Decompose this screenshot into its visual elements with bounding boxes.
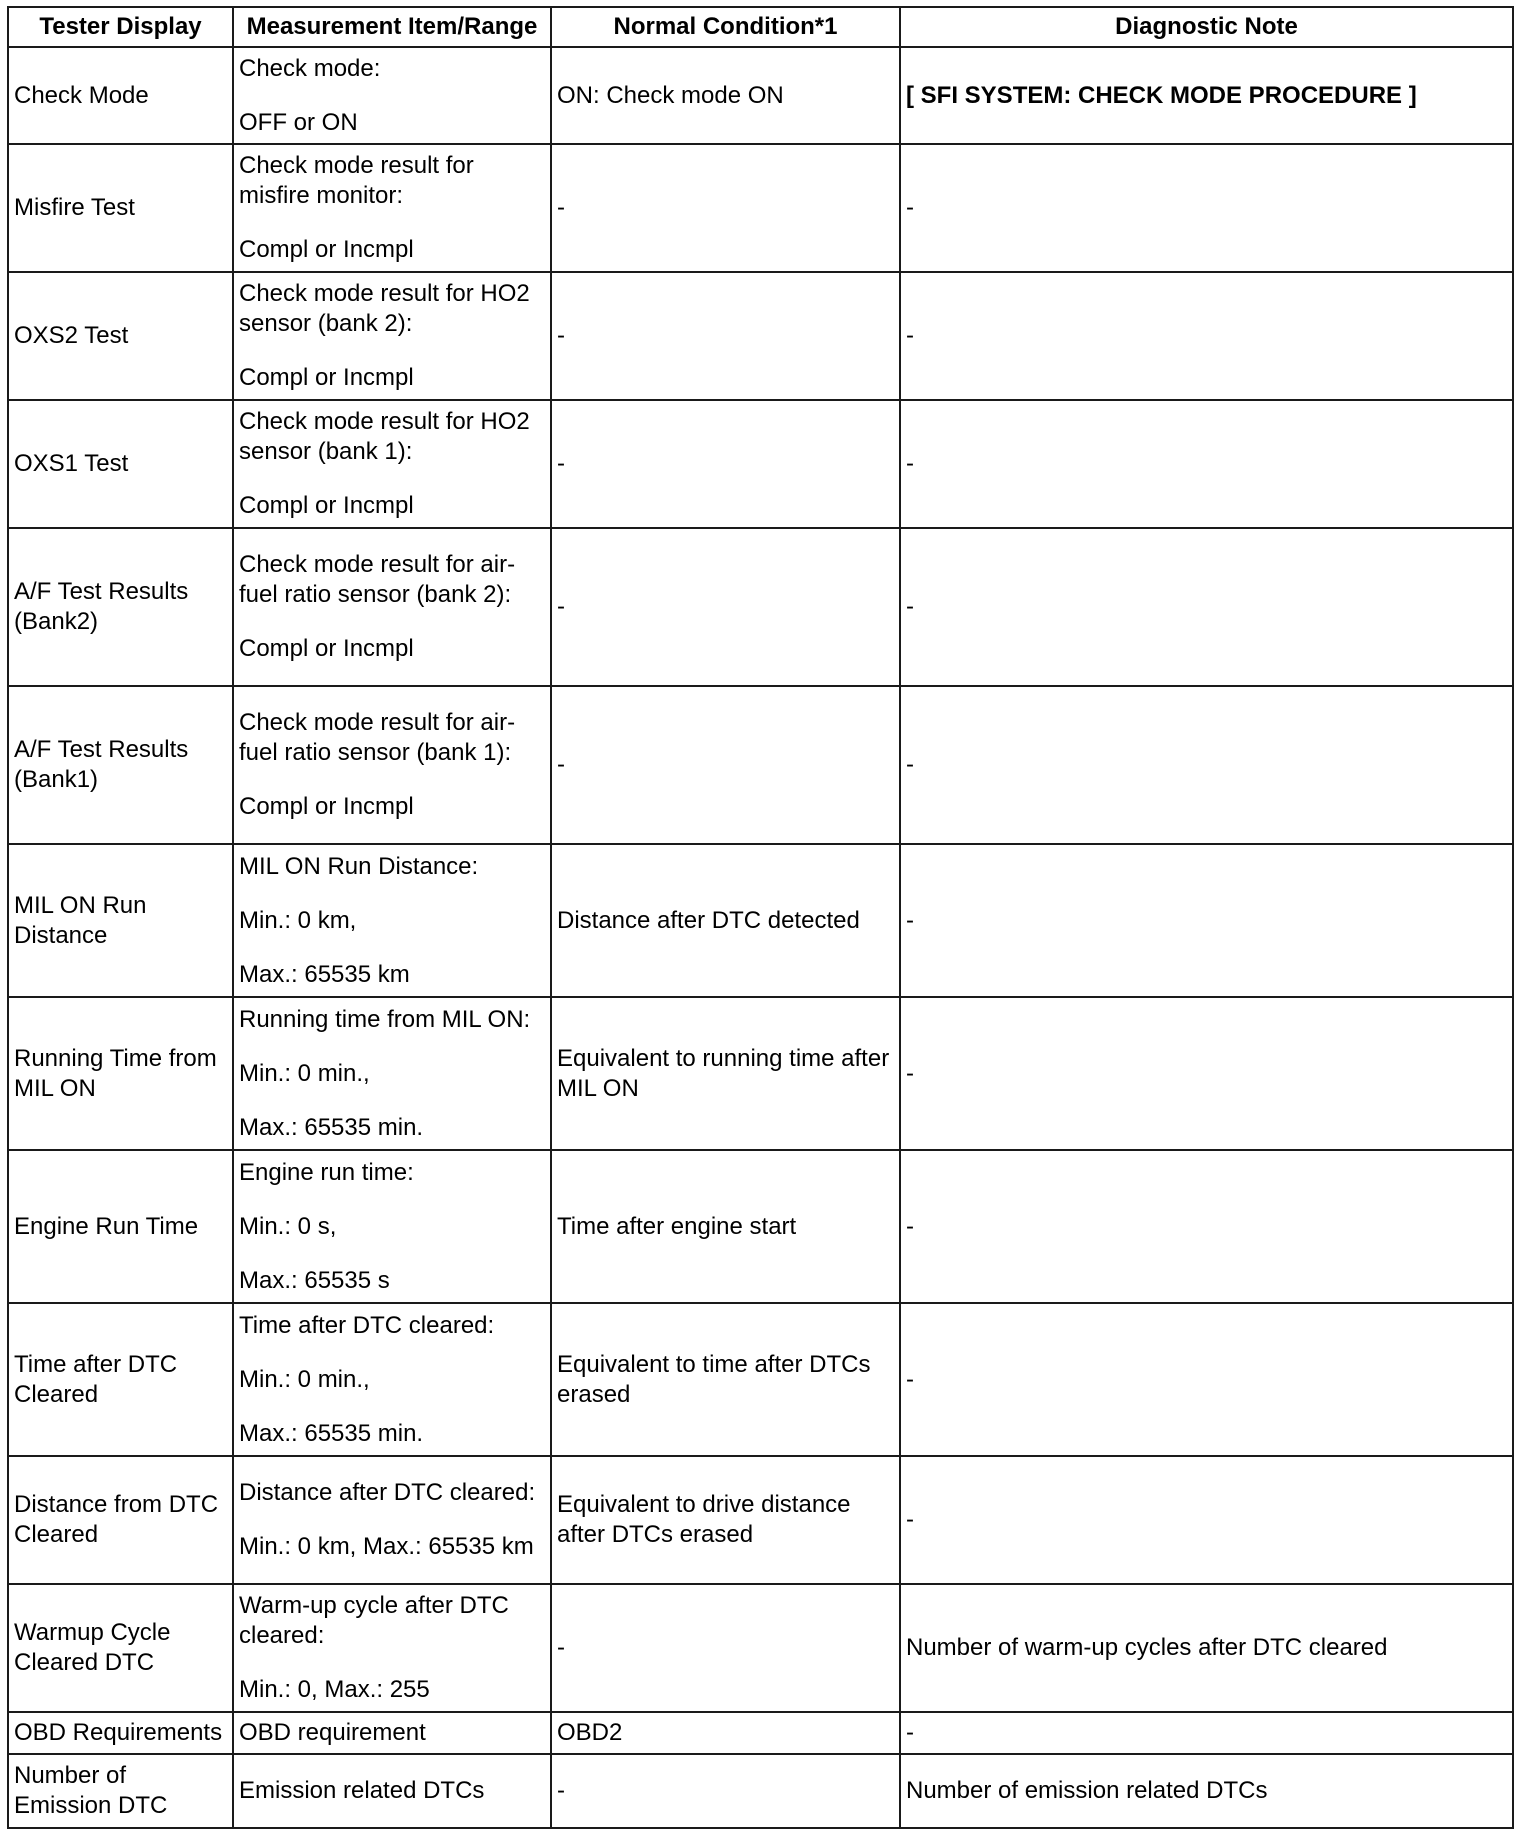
table-row [8, 1303, 1513, 1456]
cell-tester-display: Misfire Test [8, 144, 233, 272]
cell-normal-condition: Distance after DTC detected [551, 844, 900, 997]
cell-measurement-range [233, 144, 551, 272]
cell-tester-display: Running Time from MIL ON [8, 997, 233, 1150]
cell-tester-display: Warmup Cycle Cleared DTC [8, 1584, 233, 1712]
cell-tester-display: Number of Emission DTC [8, 1754, 233, 1828]
range-line: OFF or ON [239, 108, 358, 136]
table-row [8, 1712, 1513, 1754]
range-line: Min.: 0 km, [239, 906, 357, 934]
cell-normal-condition: OBD2 [551, 1712, 900, 1754]
range-line: Distance after DTC cleared: [239, 1479, 536, 1506]
cell-measurement-range [233, 272, 551, 400]
column-header-normal-condition: Normal Condition*1 [551, 7, 900, 47]
cell-diagnostic-note: Number of warm-up cycles after DTC cleared [900, 1584, 1513, 1712]
cell-measurement-range [233, 1303, 551, 1456]
tester-display-table [7, 6, 1514, 1829]
cell-measurement-range [233, 1754, 551, 1828]
cell-diagnostic-note: - [900, 1150, 1513, 1303]
range-line: Time after DTC cleared: [239, 1311, 495, 1339]
cell-diagnostic-note: - [900, 1303, 1513, 1456]
range-line: MIL ON Run Distance: [239, 852, 479, 880]
range-line: Max.: 65535 min. [239, 1113, 424, 1141]
cell-tester-display: Distance from DTC Cleared [8, 1456, 233, 1584]
cell-tester-display: Check Mode [8, 47, 233, 144]
table-row [8, 997, 1513, 1150]
cell-diagnostic-note: - [900, 400, 1513, 528]
cell-measurement-range [233, 686, 551, 844]
table-row [8, 272, 1513, 400]
range-line: Max.: 65535 s [239, 1266, 390, 1294]
table-row [8, 844, 1513, 997]
table-row [8, 400, 1513, 528]
range-line: Compl or Incmpl [239, 635, 414, 662]
range-line: Min.: 0 km, Max.: 65535 km [239, 1533, 534, 1560]
cell-normal-condition: - [551, 272, 900, 400]
column-header-tester-display: Tester Display [8, 7, 233, 47]
cell-normal-condition: Equivalent to time after DTCs erased [551, 1303, 900, 1456]
range-line: Running time from MIL ON: [239, 1005, 531, 1033]
cell-measurement-range [233, 1584, 551, 1712]
cell-measurement-range [233, 400, 551, 528]
cell-diagnostic-note: [ SFI SYSTEM: CHECK MODE PROCEDURE ] [900, 47, 1513, 144]
cell-normal-condition: - [551, 1584, 900, 1712]
cell-normal-condition: Equivalent to running time after MIL ON [551, 997, 900, 1150]
cell-tester-display: OXS2 Test [8, 272, 233, 400]
column-header-diagnostic-note: Diagnostic Note [900, 7, 1513, 47]
range-line: Compl or Incmpl [239, 492, 414, 519]
cell-measurement-range [233, 1712, 551, 1754]
range-line: Compl or Incmpl [239, 236, 414, 263]
cell-normal-condition: - [551, 528, 900, 686]
range-line: Emission related DTCs [239, 1777, 485, 1804]
table-row [8, 1754, 1513, 1828]
range-line: Max.: 65535 km [239, 960, 410, 988]
range-line: OBD requirement [239, 1719, 426, 1746]
table-row [8, 1456, 1513, 1584]
cell-normal-condition: - [551, 686, 900, 844]
cell-normal-condition: Equivalent to drive distance after DTCs erased [551, 1456, 900, 1584]
table-row [8, 144, 1513, 272]
range-line: Warm-up cycle after DTC cleared: [239, 1592, 509, 1649]
range-line: Min.: 0, Max.: 255 [239, 1676, 430, 1703]
cell-normal-condition: Time after engine start [551, 1150, 900, 1303]
cell-normal-condition: - [551, 144, 900, 272]
cell-diagnostic-note: - [900, 272, 1513, 400]
range-line: Check mode result for HO2 sensor (bank 2): [239, 280, 530, 337]
range-line: Check mode result for HO2 sensor (bank 1): [239, 408, 530, 465]
range-line: Min.: 0 min., [239, 1059, 370, 1087]
cell-normal-condition: ON: Check mode ON [551, 47, 900, 144]
cell-diagnostic-note: - [900, 997, 1513, 1150]
cell-diagnostic-note: - [900, 1456, 1513, 1584]
cell-diagnostic-note: - [900, 144, 1513, 272]
table-header-row [8, 7, 1513, 47]
cell-measurement-range [233, 528, 551, 686]
column-header-measurement-range: Measurement Item/Range [233, 7, 551, 47]
range-line: Check mode result for air-fuel ratio sensor (bank 1): [239, 709, 516, 766]
cell-tester-display: MIL ON Run Distance [8, 844, 233, 997]
table-row [8, 1584, 1513, 1712]
range-line: Min.: 0 min., [239, 1365, 370, 1393]
cell-measurement-range [233, 47, 551, 144]
table-row [8, 686, 1513, 844]
range-line: Min.: 0 s, [239, 1212, 337, 1240]
table-row [8, 1150, 1513, 1303]
cell-diagnostic-note: Number of emission related DTCs [900, 1754, 1513, 1828]
cell-tester-display: Time after DTC Cleared [8, 1303, 233, 1456]
cell-tester-display: Engine Run Time [8, 1150, 233, 1303]
cell-diagnostic-note: - [900, 528, 1513, 686]
range-line: Engine run time: [239, 1158, 414, 1186]
cell-normal-condition: - [551, 400, 900, 528]
range-line: Compl or Incmpl [239, 793, 414, 820]
cell-measurement-range [233, 1456, 551, 1584]
cell-diagnostic-note: - [900, 1712, 1513, 1754]
cell-tester-display: A/F Test Results (Bank2) [8, 528, 233, 686]
cell-tester-display: OXS1 Test [8, 400, 233, 528]
cell-measurement-range [233, 997, 551, 1150]
table-row [8, 528, 1513, 686]
range-line: Max.: 65535 min. [239, 1419, 424, 1447]
cell-diagnostic-note: - [900, 844, 1513, 997]
cell-measurement-range [233, 1150, 551, 1303]
cell-tester-display: A/F Test Results (Bank1) [8, 686, 233, 844]
table-row [8, 47, 1513, 144]
range-line: Compl or Incmpl [239, 364, 414, 391]
cell-normal-condition: - [551, 1754, 900, 1828]
range-line: Check mode: [239, 54, 381, 82]
range-line: Check mode result for misfire monitor: [239, 152, 474, 209]
cell-tester-display: OBD Requirements [8, 1712, 233, 1754]
cell-diagnostic-note: - [900, 686, 1513, 844]
range-line: Check mode result for air-fuel ratio sensor (bank 2): [239, 551, 516, 608]
cell-measurement-range [233, 844, 551, 997]
